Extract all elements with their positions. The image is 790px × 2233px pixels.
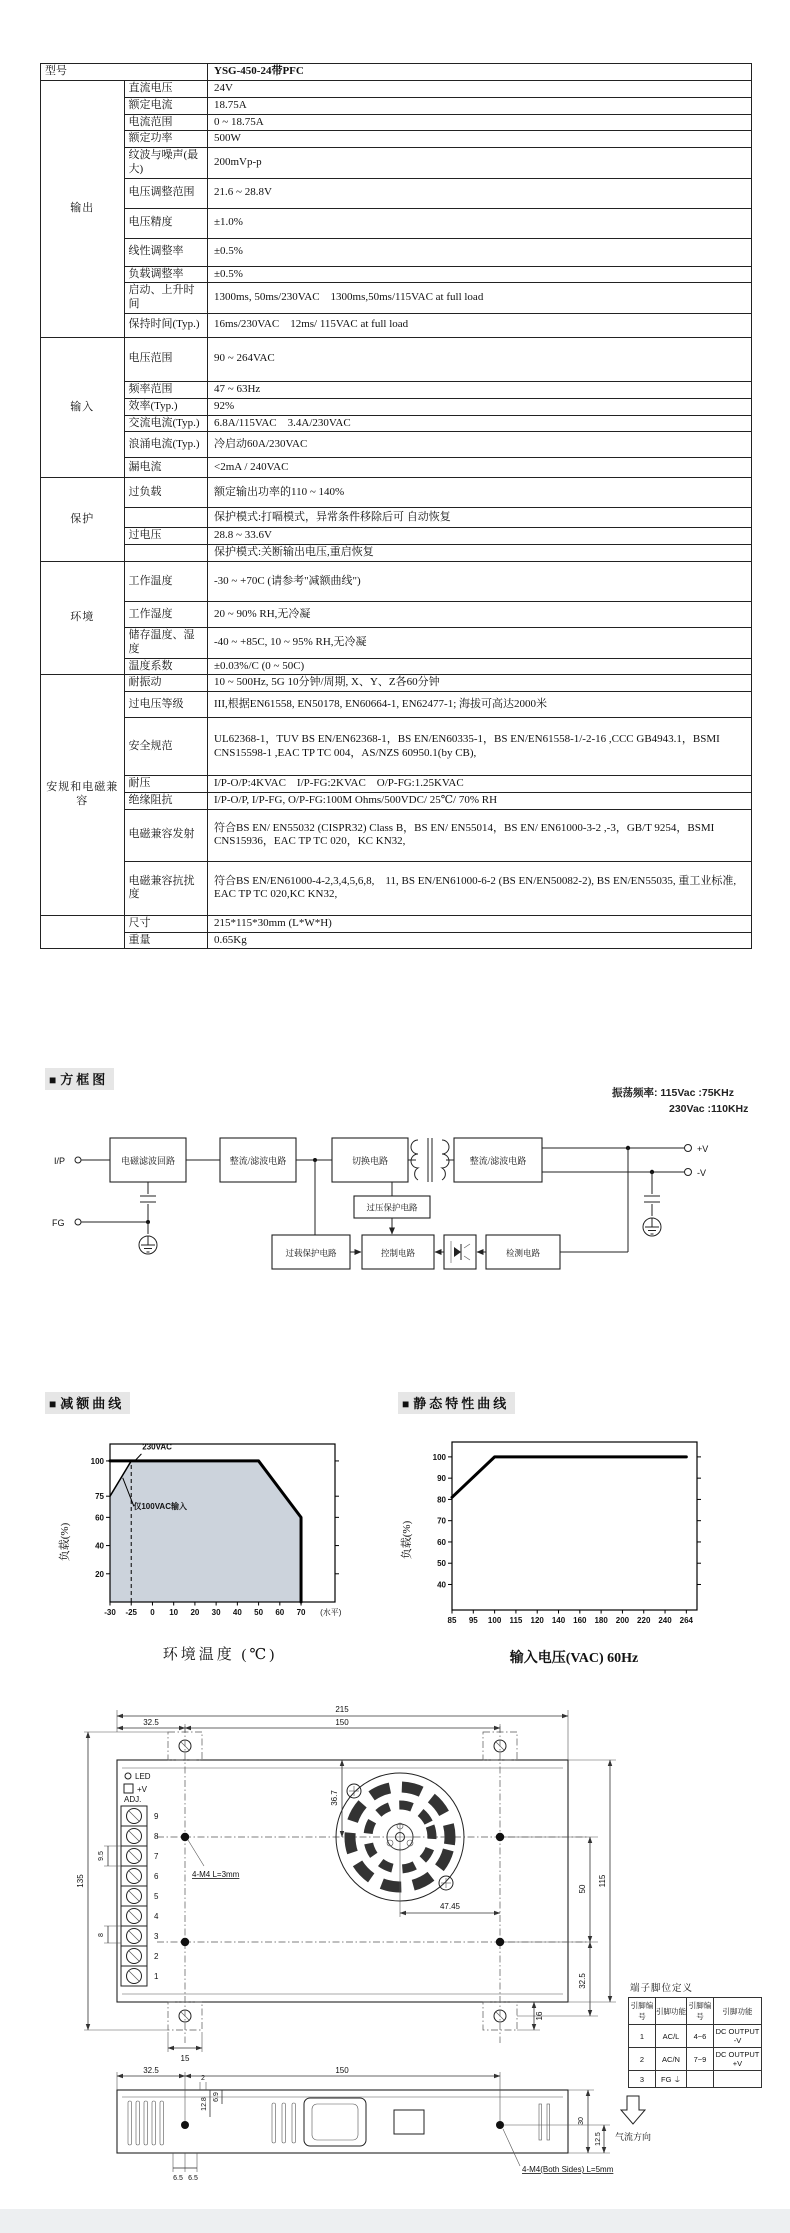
spec-row bbox=[41, 932, 752, 949]
y-tick-label: 80 bbox=[437, 1495, 446, 1505]
spec-row bbox=[41, 381, 752, 398]
pin-table-header-row bbox=[629, 1998, 762, 2025]
series-负载 bbox=[452, 1457, 686, 1497]
svg-text:4: 4 bbox=[154, 1912, 159, 1921]
spec-label-cell: 漏电流 bbox=[124, 458, 208, 478]
spec-label-cell: 额定电流 bbox=[124, 97, 208, 114]
spec-value-cell: 保护模式:打嗝模式，异常条件移除后可 自动恢复 bbox=[208, 508, 752, 528]
spec-row bbox=[41, 238, 752, 266]
spec-row bbox=[41, 81, 752, 98]
spec-label-cell: 工作湿度 bbox=[124, 602, 208, 628]
y-tick-label: 60 bbox=[95, 1513, 104, 1523]
svg-text:32.5: 32.5 bbox=[578, 1973, 587, 1989]
spec-group-protection: 保护 bbox=[41, 478, 125, 562]
svg-text:7: 7 bbox=[154, 1852, 159, 1861]
spec-label-cell: 负载调整率 bbox=[124, 266, 208, 283]
led-indicator-icon bbox=[125, 1773, 131, 1779]
svg-text:6.5: 6.5 bbox=[173, 2175, 183, 2182]
side-view bbox=[117, 2066, 651, 2182]
mechanical-drawing bbox=[42, 1698, 752, 2198]
pin-col-header: 引脚编号 bbox=[629, 1998, 656, 2025]
spec-value-cell: 47 ~ 63Hz bbox=[208, 381, 752, 398]
spec-value-cell: <2mA / 240VAC bbox=[208, 458, 752, 478]
spec-label-cell bbox=[124, 508, 208, 528]
spec-row bbox=[41, 692, 752, 718]
led-label: LED bbox=[135, 1772, 151, 1781]
svg-text:2: 2 bbox=[201, 2075, 205, 2082]
svg-text:6.9: 6.9 bbox=[213, 2092, 220, 2102]
section-marker-icon: ■ bbox=[402, 1397, 410, 1411]
svg-text:3: 3 bbox=[154, 1932, 159, 1941]
spec-value-cell: 20 ~ 90% RH,无冷凝 bbox=[208, 602, 752, 628]
static-xlabel: 输入电压(VAC) 60Hz bbox=[509, 1651, 639, 1666]
spec-label-cell: 耐振动 bbox=[124, 675, 208, 692]
spec-label-cell: 额定功率 bbox=[124, 131, 208, 148]
spec-label-cell: 耐压 bbox=[124, 776, 208, 793]
capacitor-icon bbox=[644, 1172, 660, 1216]
screw-hole-icon bbox=[181, 1833, 504, 1946]
chart-annotation: 230VAC bbox=[142, 1442, 172, 1452]
svg-text:15: 15 bbox=[180, 2054, 190, 2063]
svg-text:9: 9 bbox=[154, 1812, 159, 1821]
svg-text:-V: -V bbox=[697, 1168, 706, 1178]
y-tick-label: 100 bbox=[90, 1456, 104, 1466]
output-plus-terminal bbox=[685, 1145, 692, 1152]
svg-text:整流/滤波电路: 整流/滤波电路 bbox=[469, 1156, 527, 1166]
pin-col-header: 引脚编号 bbox=[687, 1998, 714, 2025]
x-tick-label: 120 bbox=[530, 1616, 544, 1625]
spec-label-cell: 电压精度 bbox=[124, 208, 208, 238]
spec-label-cell: 保持时间(Typ.) bbox=[124, 313, 208, 337]
terminal-block bbox=[121, 1806, 147, 1986]
x-tick-label: 30 bbox=[211, 1608, 221, 1617]
spec-value-cell: 10 ~ 500Hz, 5G 10分钟/周期, X、Y、Z各60分钟 bbox=[208, 675, 752, 692]
spec-label-cell: 重量 bbox=[124, 932, 208, 949]
spec-value-cell: I/P-O/P:4KVAC I/P-FG:2KVAC O/P-FG:1.25KVAC bbox=[208, 776, 752, 793]
capacitor-icon bbox=[140, 1182, 156, 1222]
chart-fill-area bbox=[110, 1461, 301, 1602]
x-axis-unit-label: (水平) bbox=[320, 1608, 342, 1617]
spec-group-safety-emc: 安规和电磁兼容 bbox=[41, 675, 125, 916]
svg-text:5: 5 bbox=[154, 1892, 159, 1901]
x-tick-label: 85 bbox=[447, 1616, 457, 1625]
model-label-cell: 型号 bbox=[41, 64, 208, 81]
derating-ylabel: 负载(%) bbox=[59, 1522, 71, 1562]
spec-label-cell: 频率范围 bbox=[124, 381, 208, 398]
oscillator-frequency-note: 振荡频率: 115Vac :75KHz 230Vac :110KHz bbox=[612, 1087, 749, 1115]
svg-text:切换电路: 切换电路 bbox=[351, 1156, 389, 1166]
section-title-static-curve: ■ 静态特性曲线 bbox=[398, 1392, 515, 1414]
spec-row bbox=[41, 528, 752, 545]
spec-label-cell: 温度系数 bbox=[124, 658, 208, 675]
static-curve-chart bbox=[392, 1414, 737, 1676]
spec-row bbox=[41, 545, 752, 562]
section-marker-icon: ■ bbox=[49, 1397, 57, 1411]
spec-row bbox=[41, 131, 752, 148]
y-tick-label: 40 bbox=[95, 1541, 104, 1551]
svg-text:+V: +V bbox=[137, 1785, 148, 1794]
svg-text:8: 8 bbox=[98, 1933, 105, 1937]
spec-row bbox=[41, 776, 752, 793]
x-tick-label: 115 bbox=[509, 1616, 523, 1625]
screw-hole-icon bbox=[496, 2121, 504, 2129]
y-tick-label: 100 bbox=[432, 1452, 446, 1462]
spec-label-cell: 纹波与噪声(最大) bbox=[124, 148, 208, 179]
spec-value-cell: 215*115*30mm (L*W*H) bbox=[208, 915, 752, 932]
y-tick-label: 40 bbox=[437, 1580, 446, 1590]
spec-row bbox=[41, 562, 752, 602]
spec-label-cell: 尺寸 bbox=[124, 915, 208, 932]
x-tick-label: -25 bbox=[125, 1608, 138, 1617]
spec-label-cell: 储存温度、湿度 bbox=[124, 628, 208, 659]
x-tick-label: 95 bbox=[468, 1616, 478, 1625]
svg-text:16: 16 bbox=[535, 2011, 544, 2021]
svg-text:115: 115 bbox=[598, 1874, 607, 1888]
section-title-block-diagram: ■ 方框图 bbox=[45, 1068, 114, 1090]
pin-definition-table bbox=[628, 1980, 762, 2088]
spec-label-cell: 电流范围 bbox=[124, 114, 208, 131]
spec-value-cell: ±0.5% bbox=[208, 238, 752, 266]
x-tick-label: 220 bbox=[637, 1616, 651, 1625]
spec-label-cell: 安全规范 bbox=[124, 718, 208, 776]
spec-value-cell: 0.65Kg bbox=[208, 932, 752, 949]
svg-text:36.7: 36.7 bbox=[330, 1790, 339, 1806]
spec-group-environment: 环境 bbox=[41, 562, 125, 675]
spec-row bbox=[41, 208, 752, 238]
svg-text:47.45: 47.45 bbox=[439, 1902, 461, 1911]
chart-annotation: 仅100VAC输入 bbox=[133, 1501, 188, 1511]
pin-col-header: 引脚功能 bbox=[714, 1998, 762, 2025]
svg-text:+V: +V bbox=[697, 1144, 709, 1154]
airflow-label: 气流方向 bbox=[614, 2132, 652, 2142]
svg-text:1: 1 bbox=[154, 1972, 159, 1981]
ground-icon bbox=[643, 1218, 661, 1236]
spec-value-cell: 200mVp-p bbox=[208, 148, 752, 179]
spec-value-cell: ±0.03%/C (0 ~ 50C) bbox=[208, 658, 752, 675]
pin-table-row: 2 AC/N 7~9 DC OUTPUT +V bbox=[629, 2048, 762, 2071]
section-title-derating: ■ 减额曲线 bbox=[45, 1392, 130, 1414]
svg-text:控制电路: 控制电路 bbox=[380, 1248, 416, 1258]
spec-row bbox=[41, 602, 752, 628]
spec-label-cell: 线性调整率 bbox=[124, 238, 208, 266]
spec-label-cell: 过电压 bbox=[124, 528, 208, 545]
svg-text:150: 150 bbox=[335, 1718, 349, 1727]
spec-label-cell: 电压范围 bbox=[124, 337, 208, 381]
spec-label-cell: 电磁兼容抗扰度 bbox=[124, 861, 208, 915]
y-tick-label: 75 bbox=[95, 1492, 104, 1502]
pin-table-title: 端子脚位定义 bbox=[630, 1984, 694, 1994]
spec-label-cell: 启动、上升时间 bbox=[124, 283, 208, 314]
spec-label-cell: 浪涌电流(Typ.) bbox=[124, 432, 208, 458]
spec-row bbox=[41, 178, 752, 208]
spec-row bbox=[41, 675, 752, 692]
y-tick-label: 60 bbox=[437, 1537, 446, 1547]
static-ylabel: 负载(%) bbox=[401, 1520, 413, 1560]
x-tick-label: 140 bbox=[551, 1616, 566, 1625]
spec-row bbox=[41, 432, 752, 458]
transformer-icon bbox=[411, 1138, 449, 1182]
spec-value-cell: 28.8 ~ 33.6V bbox=[208, 528, 752, 545]
screw-note-side: 4-M4(Both Sides) L=5mm bbox=[522, 2165, 614, 2174]
spec-row bbox=[41, 793, 752, 810]
x-tick-label: 100 bbox=[487, 1616, 502, 1625]
spec-label-cell: 过电压等级 bbox=[124, 692, 208, 718]
output-minus-terminal bbox=[685, 1169, 692, 1176]
x-tick-label: 240 bbox=[658, 1616, 672, 1625]
pin-table-row: 3 FG ⏚ bbox=[629, 2071, 762, 2088]
svg-text:检测电路: 检测电路 bbox=[505, 1248, 541, 1258]
spec-value-cell: 16ms/230VAC 12ms/ 115VAC at full load bbox=[208, 313, 752, 337]
svg-text:135: 135 bbox=[76, 1874, 85, 1888]
pin-col-header: 引脚功能 bbox=[656, 1998, 687, 2025]
spec-row bbox=[41, 114, 752, 131]
spec-value-cell: 92% bbox=[208, 398, 752, 415]
y-tick-label: 20 bbox=[95, 1569, 104, 1579]
ip-terminal-label: I/P bbox=[54, 1156, 66, 1166]
y-tick-label: 90 bbox=[437, 1474, 446, 1484]
svg-text:过载保护电路: 过载保护电路 bbox=[285, 1248, 337, 1258]
spec-row bbox=[41, 283, 752, 314]
svg-text:12.5: 12.5 bbox=[595, 2132, 602, 2146]
spec-row bbox=[41, 415, 752, 432]
x-tick-label: 0 bbox=[150, 1608, 155, 1617]
airflow-arrow-icon bbox=[621, 2096, 645, 2124]
spec-value-cell: 21.6 ~ 28.8V bbox=[208, 178, 752, 208]
spec-value-cell: UL62368-1，TUV BS EN/EN62368-1，BS EN/EN60335-1，BS EN/EN61558-1/-2-16 ,CCC GB4943.1，BSMI CNS15598-1 ,EAC TP TC 004，AS/NZS 60950.1(by CB), bbox=[208, 718, 752, 776]
svg-text:30: 30 bbox=[578, 2117, 585, 2125]
spec-row bbox=[41, 861, 752, 915]
svg-text:ADJ.: ADJ. bbox=[124, 1795, 142, 1804]
spec-row bbox=[41, 915, 752, 932]
svg-text:12.8: 12.8 bbox=[201, 2097, 208, 2111]
spec-label-cell: 电磁兼容发射 bbox=[124, 809, 208, 861]
spec-row bbox=[41, 313, 752, 337]
svg-text:过压保护电路: 过压保护电路 bbox=[366, 1202, 418, 1213]
spec-value-cell: 1300ms, 50ms/230VAC 1300ms,50ms/115VAC at full load bbox=[208, 283, 752, 314]
svg-text:8: 8 bbox=[154, 1832, 159, 1841]
x-tick-label: 70 bbox=[296, 1608, 306, 1617]
spec-value-cell: ±0.5% bbox=[208, 266, 752, 283]
spec-row bbox=[41, 337, 752, 381]
spec-table bbox=[40, 63, 752, 949]
pin-table-row: 1 AC/L 4~6 DC OUTPUT -V bbox=[629, 2025, 762, 2048]
spec-row bbox=[41, 398, 752, 415]
spec-group-blank bbox=[41, 915, 125, 949]
svg-text:电磁滤波回路: 电磁滤波回路 bbox=[120, 1156, 176, 1166]
x-tick-label: 40 bbox=[232, 1608, 242, 1617]
spec-value-cell: I/P-O/P, I/P-FG, O/P-FG:100M Ohms/500VDC/ 25℃/ 70% RH bbox=[208, 793, 752, 810]
svg-text:32.5: 32.5 bbox=[143, 1718, 159, 1727]
spec-value-cell: 18.75A bbox=[208, 97, 752, 114]
vent-slots bbox=[128, 2101, 550, 2145]
svg-text:6.5: 6.5 bbox=[188, 2175, 198, 2182]
derating-chart bbox=[48, 1414, 383, 1676]
ac-inlet bbox=[304, 2098, 366, 2146]
ip-terminal bbox=[75, 1157, 81, 1163]
x-tick-label: 60 bbox=[275, 1608, 285, 1617]
x-tick-label: 160 bbox=[573, 1616, 587, 1625]
svg-text:150: 150 bbox=[335, 2066, 349, 2075]
spec-row bbox=[41, 478, 752, 508]
x-tick-label: -30 bbox=[104, 1608, 116, 1617]
derating-xlabel: 环境温度 (℃) bbox=[162, 1647, 278, 1663]
screw-hole-icon bbox=[181, 2121, 189, 2129]
svg-text:2: 2 bbox=[154, 1952, 159, 1961]
svg-text:32.5: 32.5 bbox=[143, 2066, 159, 2075]
svg-text:6: 6 bbox=[154, 1872, 159, 1881]
top-view bbox=[76, 1705, 616, 2063]
spec-value-cell: 冷启动60A/230VAC bbox=[208, 432, 752, 458]
spec-value-cell: ±1.0% bbox=[208, 208, 752, 238]
spec-row bbox=[41, 508, 752, 528]
spec-row bbox=[41, 458, 752, 478]
page-bottom-band bbox=[0, 2209, 790, 2233]
side-cutout bbox=[394, 2110, 424, 2134]
x-tick-label: 10 bbox=[169, 1608, 179, 1617]
spec-value-cell: 额定输出功率的110 ~ 140% bbox=[208, 478, 752, 508]
spec-value-cell: 90 ~ 264VAC bbox=[208, 337, 752, 381]
plot-box bbox=[452, 1442, 697, 1610]
x-tick-label: 264 bbox=[679, 1616, 694, 1625]
ground-icon bbox=[139, 1236, 157, 1254]
spec-value-cell: 符合BS EN/EN61000-4-2,3,4,5,6,8, 11, BS EN/EN61000-6-2 (BS EN/EN50082-2), BS EN/EN55035, 重工业标准, EAC TP TC 020,KC KN32, bbox=[208, 861, 752, 915]
x-tick-label: 50 bbox=[254, 1608, 264, 1617]
spec-value-cell: 500W bbox=[208, 131, 752, 148]
spec-row bbox=[41, 628, 752, 659]
optocoupler-icon bbox=[444, 1235, 476, 1269]
spec-value-cell: 6.8A/115VAC 3.4A/230VAC bbox=[208, 415, 752, 432]
fg-terminal bbox=[75, 1219, 81, 1225]
spec-label-cell: 绝缘阻抗 bbox=[124, 793, 208, 810]
spec-value-cell: 保护模式:关断输出电压,重启恢复 bbox=[208, 545, 752, 562]
spec-value-cell: 0 ~ 18.75A bbox=[208, 114, 752, 131]
spec-header-row bbox=[41, 64, 752, 81]
x-tick-label: 200 bbox=[615, 1616, 630, 1625]
voltage-adjust-pot-icon bbox=[124, 1784, 133, 1793]
spec-group-output: 输出 bbox=[41, 81, 125, 338]
mounting-tab bbox=[168, 1732, 517, 2030]
spec-value-cell: III,根据EN61558, EN50178, EN60664-1, EN62477-1; 海拔可高达2000米 bbox=[208, 692, 752, 718]
x-tick-label: 180 bbox=[594, 1616, 608, 1625]
dim-overall-width: 215 bbox=[335, 1705, 349, 1714]
svg-text:50: 50 bbox=[578, 1884, 587, 1894]
spec-label-cell bbox=[124, 545, 208, 562]
screw-note-top: 4-M4 L=3mm bbox=[192, 1870, 240, 1879]
spec-label-cell: 电压调整范围 bbox=[124, 178, 208, 208]
svg-text:9.5: 9.5 bbox=[98, 1851, 105, 1861]
spec-label-cell: 过负载 bbox=[124, 478, 208, 508]
fg-terminal-label: FG bbox=[52, 1218, 65, 1228]
spec-label-cell: 交流电流(Typ.) bbox=[124, 415, 208, 432]
spec-row bbox=[41, 97, 752, 114]
spec-value-cell: -40 ~ +85C, 10 ~ 95% RH,无冷凝 bbox=[208, 628, 752, 659]
x-tick-label: 20 bbox=[190, 1608, 200, 1617]
spec-value-cell: 24V bbox=[208, 81, 752, 98]
spec-label-cell: 效率(Typ.) bbox=[124, 398, 208, 415]
spec-label-cell: 工作温度 bbox=[124, 562, 208, 602]
svg-text:整流/滤波电路: 整流/滤波电路 bbox=[229, 1156, 287, 1166]
spec-value-cell: -30 ~ +70C (请参考"减额曲线") bbox=[208, 562, 752, 602]
y-tick-label: 50 bbox=[437, 1559, 446, 1569]
block-diagram bbox=[40, 1110, 750, 1300]
spec-row bbox=[41, 266, 752, 283]
model-value-cell: YSG-450-24带PFC bbox=[208, 64, 752, 81]
spec-row bbox=[41, 809, 752, 861]
spec-value-cell: 符合BS EN/ EN55032 (CISPR32) Class B，BS EN/ EN55014，BS EN/ EN61000-3-2 ,-3，GB/T 9254，BSMI CNS15936，EAC TP TC 020，KC KN32, bbox=[208, 809, 752, 861]
spec-row bbox=[41, 148, 752, 179]
spec-group-input: 输入 bbox=[41, 337, 125, 478]
y-tick-label: 70 bbox=[437, 1516, 446, 1526]
spec-row bbox=[41, 718, 752, 776]
spec-label-cell: 直流电压 bbox=[124, 81, 208, 98]
section-marker-icon: ■ bbox=[49, 1073, 57, 1087]
spec-row bbox=[41, 658, 752, 675]
